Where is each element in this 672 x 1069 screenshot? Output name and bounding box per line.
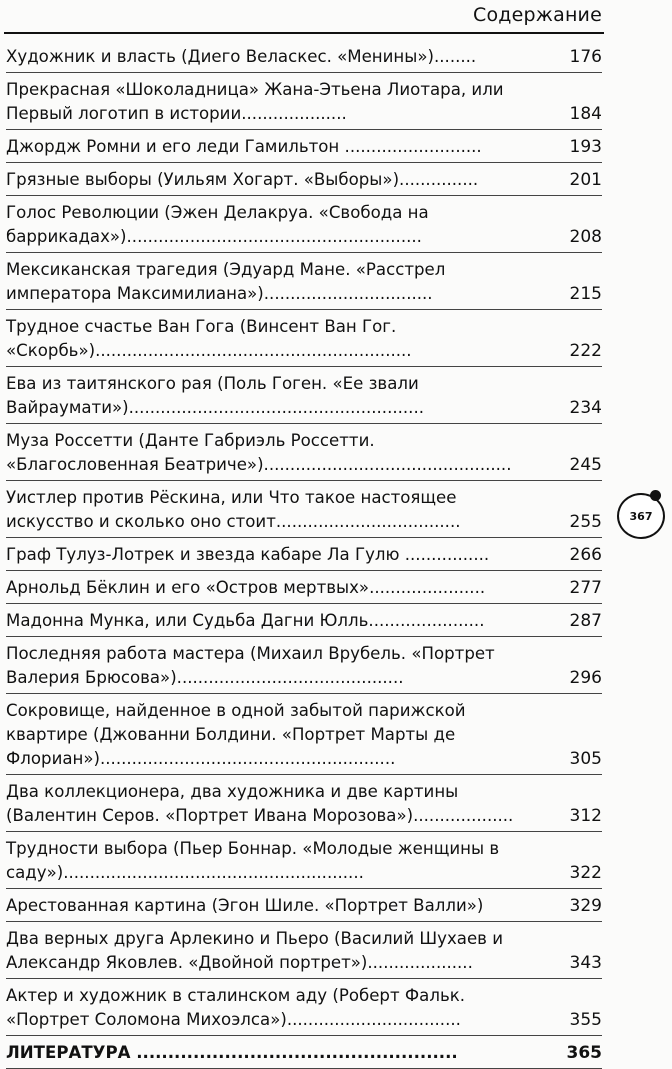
table-of-contents bbox=[6, 40, 602, 1069]
toc-entry-page: 208 bbox=[569, 227, 602, 247]
toc-entry-page: 222 bbox=[569, 341, 602, 361]
header-rule bbox=[4, 32, 604, 34]
toc-entry bbox=[6, 253, 602, 310]
running-header bbox=[0, 0, 672, 36]
toc-entry-page: 305 bbox=[569, 749, 602, 769]
toc-entry-page: 193 bbox=[569, 137, 602, 157]
toc-entry-page: 322 bbox=[569, 863, 602, 883]
toc-entry-title: Мадонна Мунка, или Судьба Дагни Юлль...................... bbox=[6, 611, 485, 630]
toc-entry bbox=[6, 571, 602, 604]
toc-entry bbox=[6, 604, 602, 637]
page-number-badge: 367 bbox=[617, 493, 665, 539]
toc-entry-title: Джордж Ромни и его леди Гамильтон .......................... bbox=[6, 137, 482, 156]
toc-entry bbox=[6, 424, 602, 481]
toc-entry bbox=[6, 775, 602, 832]
toc-entry-title: Художник и власть (Диего Веласкес. «Менины»)........ bbox=[6, 47, 477, 66]
page-number-dot bbox=[650, 490, 661, 501]
toc-entry-title: Муза Россетти (Данте Габриэль Россетти. «Благословенная Беатриче»)............................................... bbox=[6, 431, 512, 474]
toc-entry-page: 215 bbox=[569, 284, 602, 304]
toc-entry-title: Ева из таитянского рая (Поль Гоген. «Ее звали Вайраумати»)........................................................ bbox=[6, 374, 425, 417]
toc-entry-title: Граф Тулуз-Лотрек и звезда кабаре Ла Гулю ................ bbox=[6, 545, 490, 564]
toc-entry-page: 176 bbox=[569, 47, 602, 67]
toc-entry-page: 245 bbox=[569, 455, 602, 475]
toc-entry-page: 277 bbox=[569, 578, 602, 598]
toc-entry-page: 255 bbox=[569, 512, 602, 532]
toc-entry-page: 234 bbox=[569, 398, 602, 418]
toc-entry bbox=[6, 40, 602, 73]
toc-entry-title: Актер и художник в сталинском аду (Роберт Фальк. «Портрет Соломона Михоэлса»)................................. bbox=[6, 986, 466, 1029]
toc-entry-title: Сокровище, найденное в одной забытой парижской квартире (Джованни Болдини. «Портрет Марты де Флориан»)........................................................ bbox=[6, 701, 466, 768]
toc-entry-page: 365 bbox=[566, 1043, 602, 1063]
toc-entry bbox=[6, 310, 602, 367]
toc-entry bbox=[6, 163, 602, 196]
toc-entry-title: ЛИТЕРАТУРА ................................................... bbox=[6, 1043, 458, 1062]
toc-entry bbox=[6, 694, 602, 775]
toc-entry-page: 329 bbox=[569, 896, 602, 916]
toc-entry-page: 355 bbox=[569, 1010, 602, 1030]
toc-entry bbox=[6, 538, 602, 571]
toc-entry-title: Прекрасная «Шоколадница» Жана-Этьена Лиотара, или Первый логотип в истории.................... bbox=[6, 80, 504, 123]
toc-entry bbox=[6, 196, 602, 253]
toc-entry-page: 343 bbox=[569, 953, 602, 973]
toc-entry-title: Мексиканская трагедия (Эдуард Мане. «Расстрел императора Максимилиана»)................................ bbox=[6, 260, 446, 303]
toc-entry-page: 287 bbox=[569, 611, 602, 631]
toc-entry bbox=[6, 979, 602, 1036]
toc-entry-bibliography bbox=[6, 1036, 602, 1069]
toc-entry bbox=[6, 889, 602, 922]
toc-entry bbox=[6, 832, 602, 889]
toc-entry-page: 201 bbox=[569, 170, 602, 190]
toc-entry-title: Два верных друга Арлекино и Пьеро (Василий Шухаев и Александр Яковлев. «Двойной портрет»).................... bbox=[6, 929, 503, 972]
section-title: Содержание bbox=[473, 4, 602, 26]
toc-entry-page: 266 bbox=[569, 545, 602, 565]
toc-entry-title: Арестованная картина (Эгон Шиле. «Портрет Валли») bbox=[6, 896, 484, 915]
toc-entry bbox=[6, 130, 602, 163]
toc-entry-page: 312 bbox=[569, 806, 602, 826]
toc-entry bbox=[6, 922, 602, 979]
toc-entry bbox=[6, 637, 602, 694]
toc-entry-title: Уистлер против Рёскина, или Что такое настоящее искусство и сколько оно стоит................................... bbox=[6, 488, 461, 531]
toc-entry bbox=[6, 481, 602, 538]
toc-entry-title: Трудное счастье Ван Гога (Винсент Ван Гог. «Скорбь»)............................................................ bbox=[6, 317, 412, 360]
toc-entry bbox=[6, 367, 602, 424]
toc-entry-page: 296 bbox=[569, 668, 602, 688]
toc-entry-title: Два коллекционера, два художника и две картины (Валентин Серов. «Портрет Ивана Морозова»)................... bbox=[6, 782, 514, 825]
toc-entry-title: Голос Революции (Эжен Делакруа. «Свобода на баррикадах»)........................................................ bbox=[6, 203, 429, 246]
toc-entry-title: Трудности выбора (Пьер Боннар. «Молодые женщины в саду»)......................................................... bbox=[6, 839, 500, 882]
toc-entry-title: Последняя работа мастера (Михаил Врубель. «Портрет Валерия Брюсова»)........................................... bbox=[6, 644, 495, 687]
toc-entry-title: Грязные выборы (Уильям Хогарт. «Выборы»)............... bbox=[6, 170, 479, 189]
toc-entry-page: 184 bbox=[569, 104, 602, 124]
toc-entry bbox=[6, 73, 602, 130]
toc-entry-title: Арнольд Бёклин и его «Остров мертвых»...................... bbox=[6, 578, 486, 597]
